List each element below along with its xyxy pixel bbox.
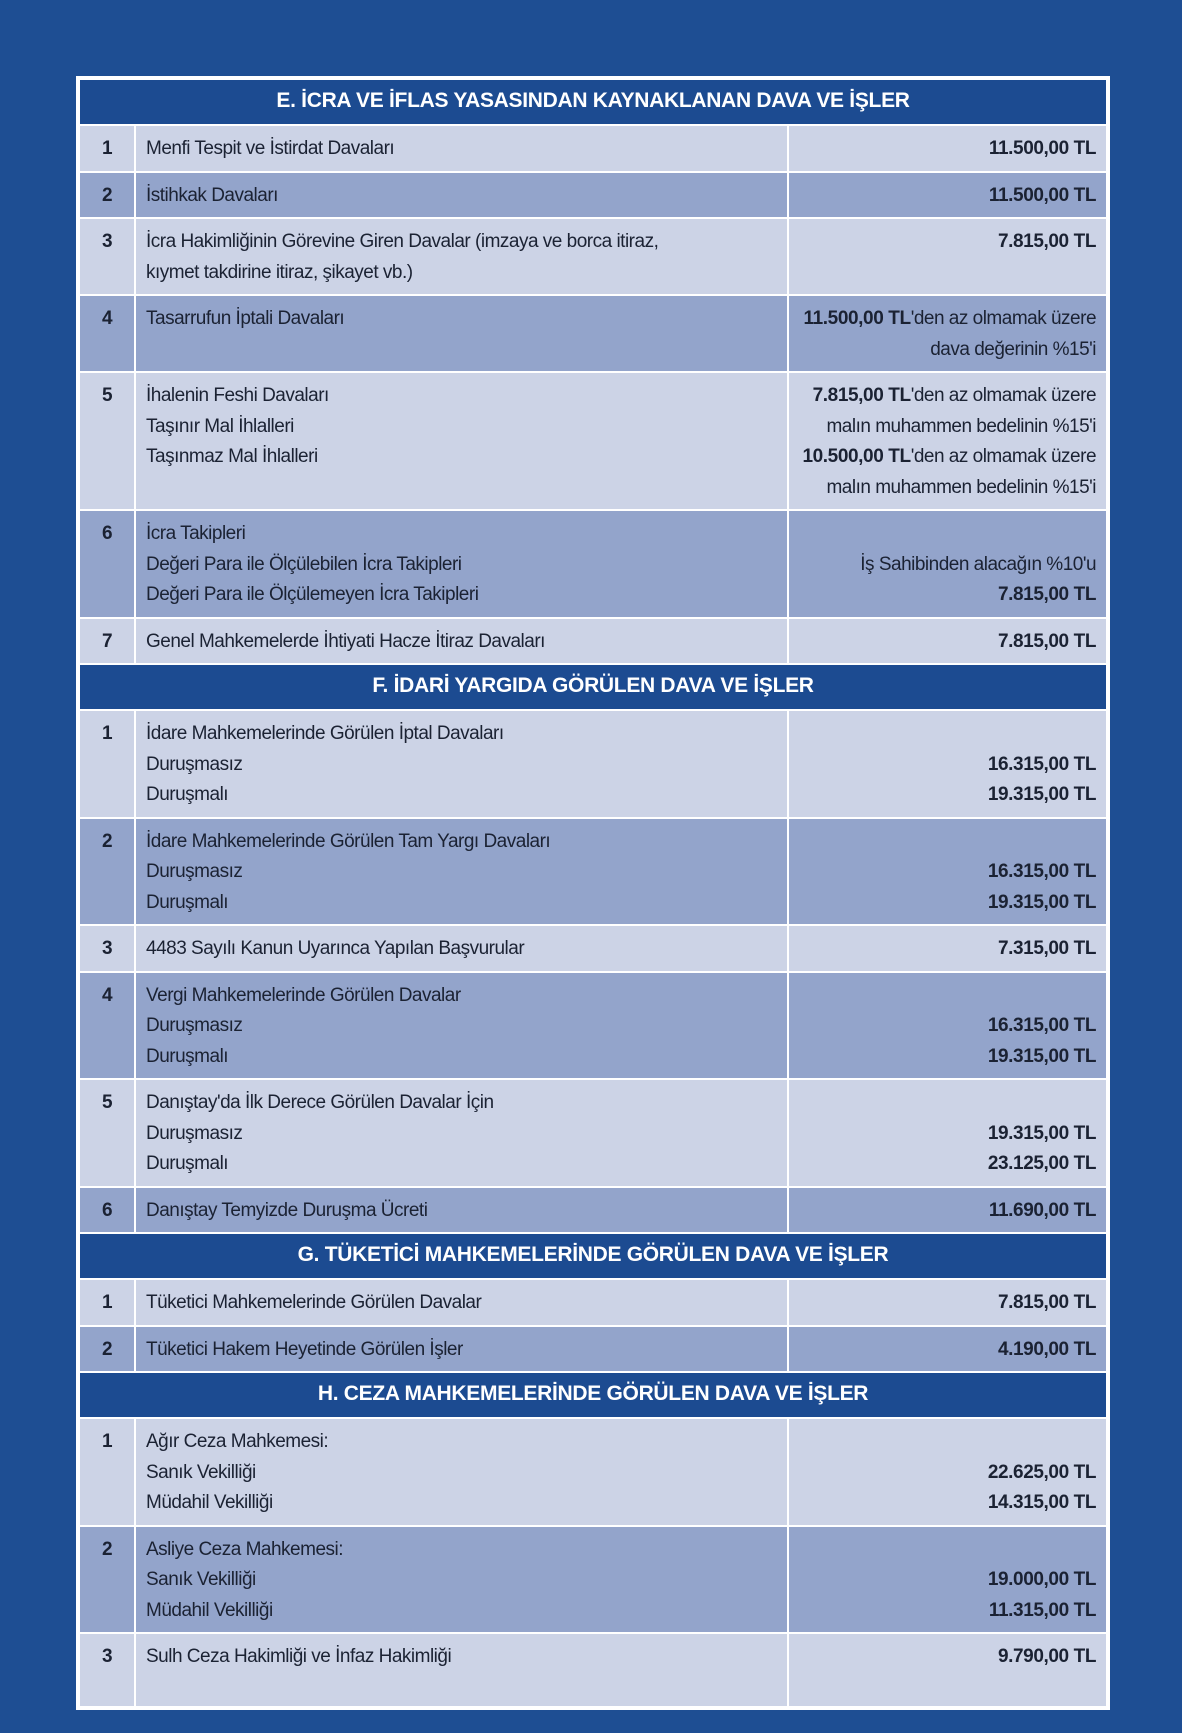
fee-amount: 16.315,00 TL [987,753,1097,775]
fee-line [799,1042,1096,1073]
table-row [79,372,1107,510]
fee-amount: 14.315,00 TL [987,1492,1097,1513]
fee-line [799,1119,1096,1150]
row-number: 5 [79,372,135,510]
row-number: 2 [79,172,135,219]
description-line: Sanık Vekilliği [146,1461,256,1483]
description-line: Ağır Ceza Mahkemesi: [146,1431,329,1452]
table-row [79,1418,1107,1526]
fee-note: 'den az olmamak üzere [910,308,1097,329]
fee-amount: 7.815,00 TL [812,385,911,406]
description-line: İstihkak Davaları [146,184,278,206]
description-line: Taşınır Mal İhlalleri [146,415,294,437]
table-row [79,710,1107,818]
description-line: Duruşmalı [146,1045,229,1067]
row-number: 6 [79,510,135,618]
fee-note: malın muhammen bedelinin %15'i [826,415,1097,437]
row-description [135,125,788,172]
row-description [135,1326,788,1373]
table-row [79,1633,1107,1707]
fee-line [799,442,1096,473]
fee-spacer [799,1088,1096,1119]
description-line: Sulh Ceza Hakimliği ve İnfaz Hakimliği [146,1646,452,1667]
fee-line [799,780,1096,811]
row-fee [788,1418,1107,1526]
fee-amount: 11.690,00 TL [988,1199,1097,1221]
description-line: Müdahil Vekilliği [146,1492,273,1513]
fee-line [799,181,1096,212]
row-description [135,972,788,1080]
fee-line [799,1642,1096,1673]
description-line: Duruşmasız [146,753,243,775]
fee-line [799,304,1096,335]
row-description [135,1187,788,1234]
fee-line [799,627,1096,658]
description-line: Danıştay'da İlk Derece Görülen Davalar İçin [146,1092,494,1113]
fee-line [799,1149,1096,1180]
fee-amount: 19.315,00 TL [987,784,1097,805]
fee-note: 'den az olmamak üzere [910,385,1097,406]
description-line: Duruşmalı [146,784,229,805]
section-header [79,1372,1107,1418]
description-line: İdare Mahkemelerinde Görülen Tam Yargı Davaları [146,830,551,852]
table-row [79,510,1107,618]
row-description [135,1633,788,1707]
fee-line [799,473,1096,504]
section-header [79,1233,1107,1279]
row-description [135,1418,788,1526]
row-description [135,818,788,926]
section-title: E. İCRA VE İFLAS YASASINDAN KAYNAKLANAN DAVA VE İŞLER [79,79,1107,125]
row-number: 6 [79,1187,135,1234]
row-fee [788,295,1107,372]
table-row [79,972,1107,1080]
fee-amount: 10.500,00 TL [802,446,911,467]
fee-amount: 19.315,00 TL [987,891,1097,913]
row-number: 2 [79,1526,135,1634]
fee-spacer [799,519,1096,550]
fee-spacer [799,1427,1096,1458]
table-row [79,1079,1107,1187]
fee-amount: 19.315,00 TL [987,1045,1097,1067]
row-fee [788,372,1107,510]
row-number: 4 [79,295,135,372]
fee-line [799,550,1096,581]
fee-schedule-table [78,78,1108,1708]
description-line: Duruşmalı [146,1153,229,1174]
row-number: 1 [79,125,135,172]
fee-line [799,1196,1096,1227]
row-fee [788,1187,1107,1234]
table-row [79,618,1107,665]
fee-amount: 7.815,00 TL [997,231,1097,252]
section-title: H. CEZA MAHKEMELERİNDE GÖRÜLEN DAVA VE İŞLER [79,1372,1107,1418]
description-line: Duruşmasız [146,1122,243,1144]
row-description [135,925,788,972]
row-number: 2 [79,818,135,926]
fee-amount: 19.000,00 TL [987,1569,1097,1590]
table-row [79,1526,1107,1634]
table-row [79,1279,1107,1326]
row-number: 2 [79,1326,135,1373]
fee-line [799,381,1096,412]
fee-note: 'den az olmamak üzere [910,446,1097,467]
description-line: Değeri Para ile Ölçülemeyen İcra Takipleri [146,584,479,605]
table-row [79,1187,1107,1234]
row-number: 3 [79,218,135,295]
row-description [135,1526,788,1634]
description-line: İcra Hakimliğinin Görevine Giren Davalar (imzaya ve borca itiraz, [146,231,659,252]
description-line: İhalenin Feshi Davaları [146,385,329,406]
fee-amount: 16.315,00 TL [987,1015,1097,1036]
fee-line [799,134,1096,165]
row-fee [788,925,1107,972]
fee-spacer [799,719,1096,750]
row-description [135,618,788,665]
fee-line [799,1596,1096,1627]
fee-line [799,1011,1096,1042]
table-row [79,925,1107,972]
row-description [135,172,788,219]
fee-amount: 22.625,00 TL [987,1461,1097,1483]
fee-line [799,750,1096,781]
fee-amount: 23.125,00 TL [987,1153,1097,1174]
description-line: Genel Mahkemelerde İhtiyati Hacze İtiraz Davaları [146,630,545,652]
fee-amount: 11.500,00 TL [988,184,1097,206]
description-line: Tasarrufun İptali Davaları [146,308,345,329]
fee-line [799,888,1096,919]
row-number: 5 [79,1079,135,1187]
description-line: Müdahil Vekilliği [146,1599,273,1621]
fee-line [799,934,1096,965]
row-number: 1 [79,1418,135,1526]
description-line: Danıştay Temyizde Duruşma Ücreti [146,1199,428,1221]
fee-spacer [799,981,1096,1012]
fee-line [799,412,1096,443]
row-fee [788,818,1107,926]
fee-line [799,1565,1096,1596]
fee-spacer [799,827,1096,858]
fee-note: İş Sahibinden alacağın %10'u [860,553,1097,575]
fee-amount: 7.815,00 TL [997,1292,1097,1313]
fee-line [799,1488,1096,1519]
row-number: 3 [79,1633,135,1707]
fee-amount: 11.315,00 TL [988,1599,1097,1621]
description-line: Değeri Para ile Ölçülebilen İcra Takipleri [146,553,462,575]
row-description [135,295,788,372]
row-description [135,1079,788,1187]
row-fee [788,125,1107,172]
table-row [79,295,1107,372]
row-description [135,372,788,510]
description-line: Asliye Ceza Mahkemesi: [146,1538,344,1560]
row-number: 1 [79,1279,135,1326]
description-line: Duruşmasız [146,1015,243,1036]
fee-amount: 16.315,00 TL [987,861,1097,882]
fee-spacer [799,1535,1096,1566]
description-line: İdare Mahkemelerinde Görülen İptal Davaları [146,723,504,744]
fee-line [799,335,1096,366]
table-row [79,218,1107,295]
row-fee [788,1326,1107,1373]
row-number: 1 [79,710,135,818]
fee-line [799,1335,1096,1366]
description-line: Menfi Tespit ve İstirdat Davaları [146,138,395,159]
fee-amount: 7.815,00 TL [997,630,1097,652]
row-fee [788,1279,1107,1326]
row-description [135,710,788,818]
table-row [79,1326,1107,1373]
section-title: G. TÜKETİCİ MAHKEMELERİNDE GÖRÜLEN DAVA VE İŞLER [79,1233,1107,1279]
description-line: Tüketici Mahkemelerinde Görülen Davalar [146,1292,482,1313]
row-fee [788,1526,1107,1634]
description-line: 4483 Sayılı Kanun Uyarınca Yapılan Başvurular [146,938,525,959]
description-line: Sanık Vekilliği [146,1569,256,1590]
fee-line [799,1288,1096,1319]
fee-amount: 11.500,00 TL [803,308,911,329]
description-line: Vergi Mahkemelerinde Görülen Davalar [146,984,461,1006]
section-title: F. İDARİ YARGIDA GÖRÜLEN DAVA VE İŞLER [79,664,1107,710]
row-fee [788,972,1107,1080]
table-row [79,172,1107,219]
row-fee [788,710,1107,818]
row-fee [788,172,1107,219]
table-row [79,125,1107,172]
row-fee [788,510,1107,618]
fee-line [799,857,1096,888]
row-fee [788,618,1107,665]
row-fee [788,218,1107,295]
row-number: 7 [79,618,135,665]
fee-amount: 11.500,00 TL [988,138,1097,159]
fee-amount: 4.190,00 TL [997,1338,1097,1360]
fee-amount: 9.790,00 TL [997,1646,1097,1667]
description-line: Duruşmalı [146,891,229,913]
row-fee [788,1633,1107,1707]
row-description [135,218,788,295]
description-line: İcra Takipleri [146,523,246,544]
row-number: 3 [79,925,135,972]
section-header [79,664,1107,710]
fee-amount: 19.315,00 TL [987,1122,1097,1144]
row-description [135,510,788,618]
description-line: Duruşmasız [146,861,243,882]
fee-amount: 7.815,00 TL [997,584,1097,605]
section-header [79,79,1107,125]
table-row [79,818,1107,926]
fee-line [799,1458,1096,1489]
fee-note: malın muhammen bedelinin %15'i [826,476,1097,498]
fee-amount: 7.315,00 TL [997,938,1097,959]
row-number: 4 [79,972,135,1080]
description-line: Tüketici Hakem Heyetinde Görülen İşler [146,1338,463,1360]
description-line: Taşınmaz Mal İhlalleri [146,446,318,467]
row-fee [788,1079,1107,1187]
fee-line [799,227,1096,258]
fee-note: dava değerinin %15'i [930,338,1097,360]
fee-schedule-body [79,79,1107,1707]
description-line: kıymet takdirine itiraz, şikayet vb.) [146,261,413,283]
fee-line [799,580,1096,611]
row-description [135,1279,788,1326]
